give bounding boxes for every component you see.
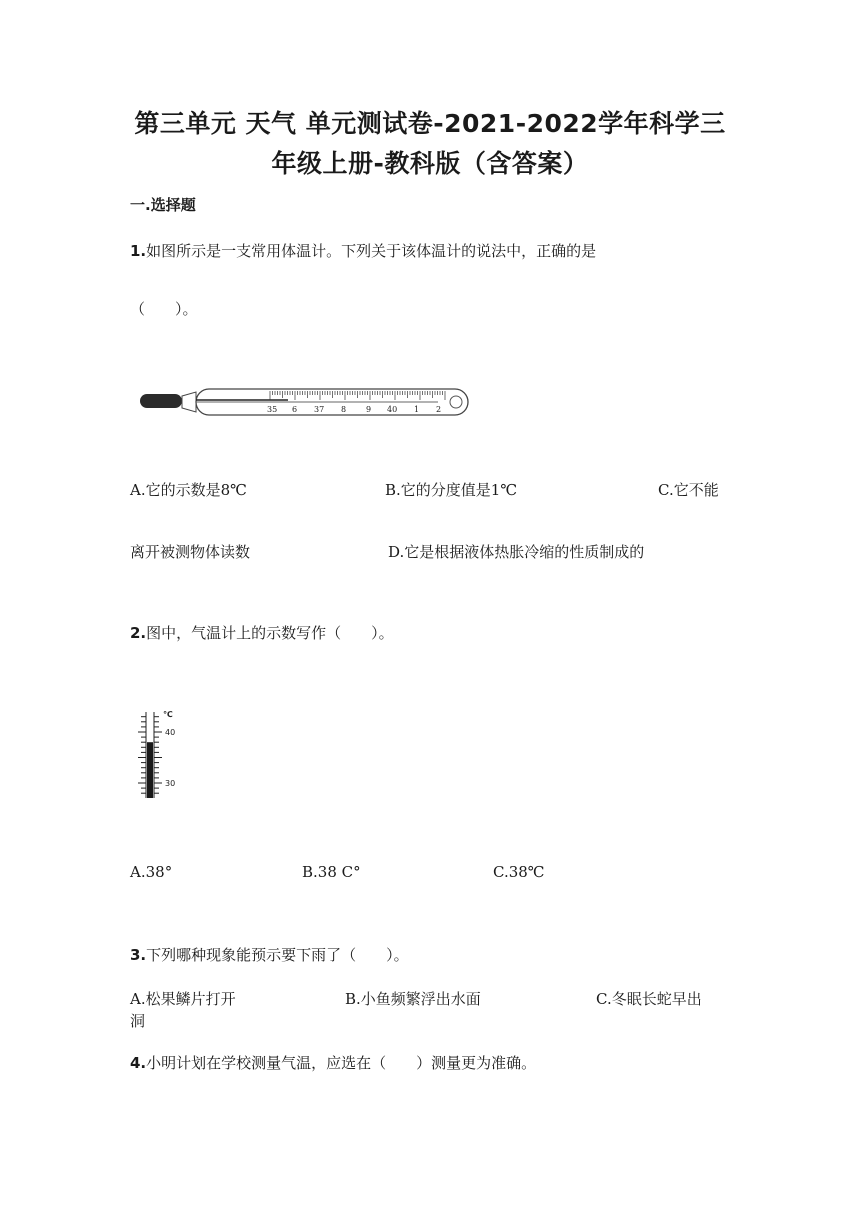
scale-label: 8 bbox=[341, 405, 347, 414]
question-text: 图中，气温计上的示数写作（ ）。 bbox=[146, 624, 394, 642]
scale-label: 1 bbox=[414, 405, 420, 414]
question-2 bbox=[130, 622, 394, 643]
option-b: B.它的分度值是1℃ bbox=[385, 481, 518, 499]
question-1 bbox=[130, 240, 596, 261]
question-number: 3. bbox=[130, 946, 147, 964]
option-c: C.冬眠长蛇早出 bbox=[596, 990, 702, 1008]
option-d: D.它是根据液体热胀冷缩的性质制成的 bbox=[388, 543, 645, 561]
question-4 bbox=[130, 1052, 536, 1073]
question-text: 小明计划在学校测量气温，应选在（ ）测量更为准确。 bbox=[146, 1054, 537, 1072]
question-number: 1. bbox=[130, 242, 147, 260]
thermometer-bulb bbox=[140, 394, 182, 408]
option-a: A.它的示数是8℃ bbox=[130, 481, 247, 499]
option-b: B.38 C° bbox=[302, 863, 361, 881]
scale-label-40: 40 bbox=[165, 728, 176, 737]
question-text: 下列哪种现象能预示要下雨了（ ）。 bbox=[146, 946, 409, 964]
document-title-line-1: 第三单元 天气 单元测试卷-2021-2022学年科学三 bbox=[134, 109, 726, 138]
option-c-continuation: 洞 bbox=[130, 1012, 146, 1030]
scale-label: 40 bbox=[387, 405, 398, 414]
question-number: 4. bbox=[130, 1054, 147, 1072]
question-text: 如图所示是一支常用体温计。下列关于该体温计的说法中，正确的是 bbox=[146, 242, 597, 260]
option-c: C.它不能 bbox=[658, 481, 719, 499]
unit-label: ℃ bbox=[163, 710, 173, 719]
question-3 bbox=[130, 944, 409, 965]
option-b: B.小鱼频繁浮出水面 bbox=[345, 990, 481, 1008]
scale-label: 2 bbox=[436, 405, 442, 414]
option-a: A.松果鳞片打开 bbox=[130, 990, 236, 1008]
scale-label: 35 bbox=[267, 405, 278, 414]
liquid-column bbox=[147, 742, 153, 798]
section-heading: 一.选择题 bbox=[130, 196, 196, 214]
air-thermometer-figure bbox=[136, 704, 186, 802]
document-title-line-2: 年级上册-教科版（含答案） bbox=[271, 149, 589, 178]
scale-label: 6 bbox=[292, 405, 298, 414]
option-c-continuation: 离开被测物体读数 bbox=[130, 543, 251, 561]
clinical-thermometer-figure bbox=[138, 384, 474, 420]
option-a: A.38° bbox=[130, 863, 173, 881]
scale-label: 9 bbox=[366, 405, 372, 414]
scale-label: 37 bbox=[314, 405, 325, 414]
scale-label-30: 30 bbox=[165, 779, 176, 788]
question-number: 2. bbox=[130, 624, 147, 642]
question-1-continuation: （ ）。 bbox=[130, 300, 198, 318]
option-c: C.38℃ bbox=[493, 863, 545, 881]
